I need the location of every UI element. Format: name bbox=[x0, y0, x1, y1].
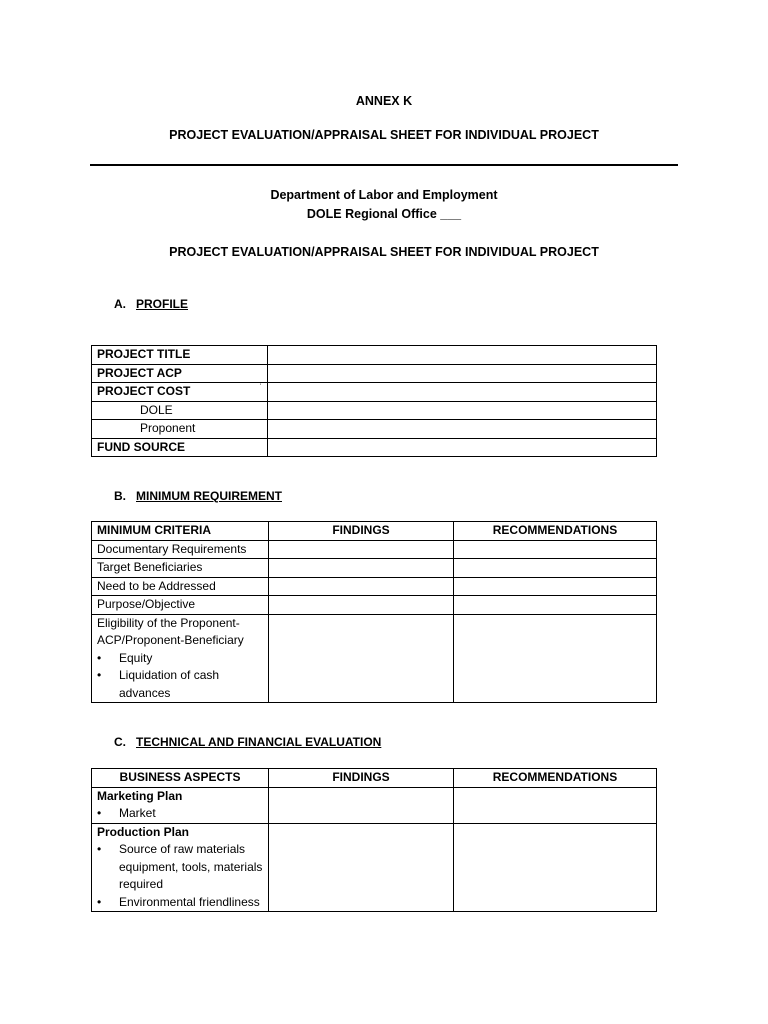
list-item: • Equity bbox=[97, 650, 263, 668]
findings-cell[interactable] bbox=[269, 614, 454, 703]
findings-cell[interactable] bbox=[269, 559, 454, 578]
profile-table bbox=[91, 345, 657, 457]
table-header-row bbox=[92, 522, 657, 541]
annex-label: ANNEX K bbox=[355, 94, 413, 108]
table-row bbox=[92, 596, 657, 615]
profile-label: Proponent bbox=[92, 420, 268, 439]
eligibility-criteria bbox=[92, 614, 269, 703]
eligibility-bullet-list bbox=[97, 650, 263, 703]
table-row bbox=[92, 364, 657, 383]
section-b-title: MINIMUM REQUIREMENT bbox=[136, 489, 282, 503]
profile-label: DOLE bbox=[92, 401, 268, 420]
regional-office: DOLE Regional Office ___ bbox=[306, 207, 462, 221]
aspect-label: Marketing Plan bbox=[97, 788, 183, 803]
criteria-label: Need to be Addressed bbox=[92, 577, 269, 596]
column-header: FINDINGS bbox=[269, 522, 454, 541]
title-divider bbox=[90, 164, 678, 166]
section-c-title: TECHNICAL AND FINANCIAL EVALUATION bbox=[136, 735, 382, 749]
department-name: Department of Labor and Employment bbox=[270, 188, 498, 202]
section-c-heading bbox=[114, 735, 381, 749]
table-header-row bbox=[92, 769, 657, 788]
findings-cell[interactable] bbox=[269, 823, 454, 912]
recommendations-cell[interactable] bbox=[454, 787, 657, 823]
table-row bbox=[92, 559, 657, 578]
criteria-label: Documentary Requirements bbox=[92, 540, 269, 559]
findings-cell[interactable] bbox=[269, 596, 454, 615]
production-plan-aspect bbox=[92, 823, 269, 912]
marketing-plan-aspect bbox=[92, 787, 269, 823]
findings-cell[interactable] bbox=[269, 787, 454, 823]
section-b-letter: B. bbox=[114, 489, 126, 503]
profile-value-cell[interactable] bbox=[268, 364, 657, 383]
table-row bbox=[92, 787, 657, 823]
profile-label: FUND SOURCE bbox=[92, 438, 268, 457]
table-row bbox=[92, 383, 657, 402]
findings-cell[interactable] bbox=[269, 577, 454, 596]
column-header: RECOMMENDATIONS bbox=[454, 769, 657, 788]
recommendations-cell[interactable] bbox=[454, 823, 657, 912]
recommendations-cell[interactable] bbox=[454, 559, 657, 578]
technical-financial-table bbox=[91, 768, 657, 912]
findings-cell[interactable] bbox=[269, 540, 454, 559]
profile-value-cell[interactable] bbox=[268, 438, 657, 457]
aspect-label: Production Plan bbox=[97, 824, 190, 839]
recommendations-cell[interactable] bbox=[454, 540, 657, 559]
recommendations-cell[interactable] bbox=[454, 596, 657, 615]
table-row bbox=[92, 346, 657, 365]
profile-value-cell[interactable] bbox=[268, 346, 657, 365]
table-row bbox=[92, 614, 657, 703]
profile-label: PROJECT COST bbox=[92, 383, 268, 402]
minimum-requirement-table bbox=[91, 521, 657, 703]
profile-label: PROJECT TITLE bbox=[92, 346, 268, 365]
table-row bbox=[92, 401, 657, 420]
section-a-title: PROFILE bbox=[136, 297, 189, 311]
criteria-label: Eligibility of the Proponent-ACP/Proponent-Beneficiary bbox=[97, 615, 244, 647]
table-row bbox=[92, 420, 657, 439]
document-title: PROJECT EVALUATION/APPRAISAL SHEET FOR INDIVIDUAL PROJECT bbox=[169, 128, 599, 142]
profile-value-cell[interactable] bbox=[268, 401, 657, 420]
table-row bbox=[92, 577, 657, 596]
column-header: MINIMUM CRITERIA bbox=[92, 522, 269, 541]
section-c-letter: C. bbox=[114, 735, 126, 749]
column-header: FINDINGS bbox=[269, 769, 454, 788]
criteria-label: Purpose/Objective bbox=[92, 596, 269, 615]
section-b-heading bbox=[114, 489, 282, 503]
section-a-heading bbox=[114, 297, 188, 311]
section-a-letter: A. bbox=[114, 297, 126, 311]
production-bullet-list bbox=[97, 841, 263, 911]
marketing-bullet-list bbox=[97, 805, 263, 823]
list-item: • Market bbox=[97, 805, 263, 823]
profile-label: PROJECT ACP bbox=[92, 364, 268, 383]
profile-value-cell[interactable] bbox=[268, 420, 657, 439]
table-row bbox=[92, 540, 657, 559]
table-row bbox=[92, 823, 657, 912]
stray-mark: ' bbox=[260, 384, 262, 390]
recommendations-cell[interactable] bbox=[454, 577, 657, 596]
list-item: • Liquidation of cash advances bbox=[97, 667, 263, 702]
profile-value-cell[interactable] bbox=[268, 383, 657, 402]
column-header: BUSINESS ASPECTS bbox=[92, 769, 269, 788]
criteria-label: Target Beneficiaries bbox=[92, 559, 269, 578]
column-header: RECOMMENDATIONS bbox=[454, 522, 657, 541]
list-item: • Source of raw materials equipment, tools, materials required bbox=[97, 841, 263, 894]
recommendations-cell[interactable] bbox=[454, 614, 657, 703]
sheet-subtitle: PROJECT EVALUATION/APPRAISAL SHEET FOR INDIVIDUAL PROJECT bbox=[169, 245, 599, 259]
table-row bbox=[92, 438, 657, 457]
list-item: • Environmental friendliness bbox=[97, 894, 263, 912]
